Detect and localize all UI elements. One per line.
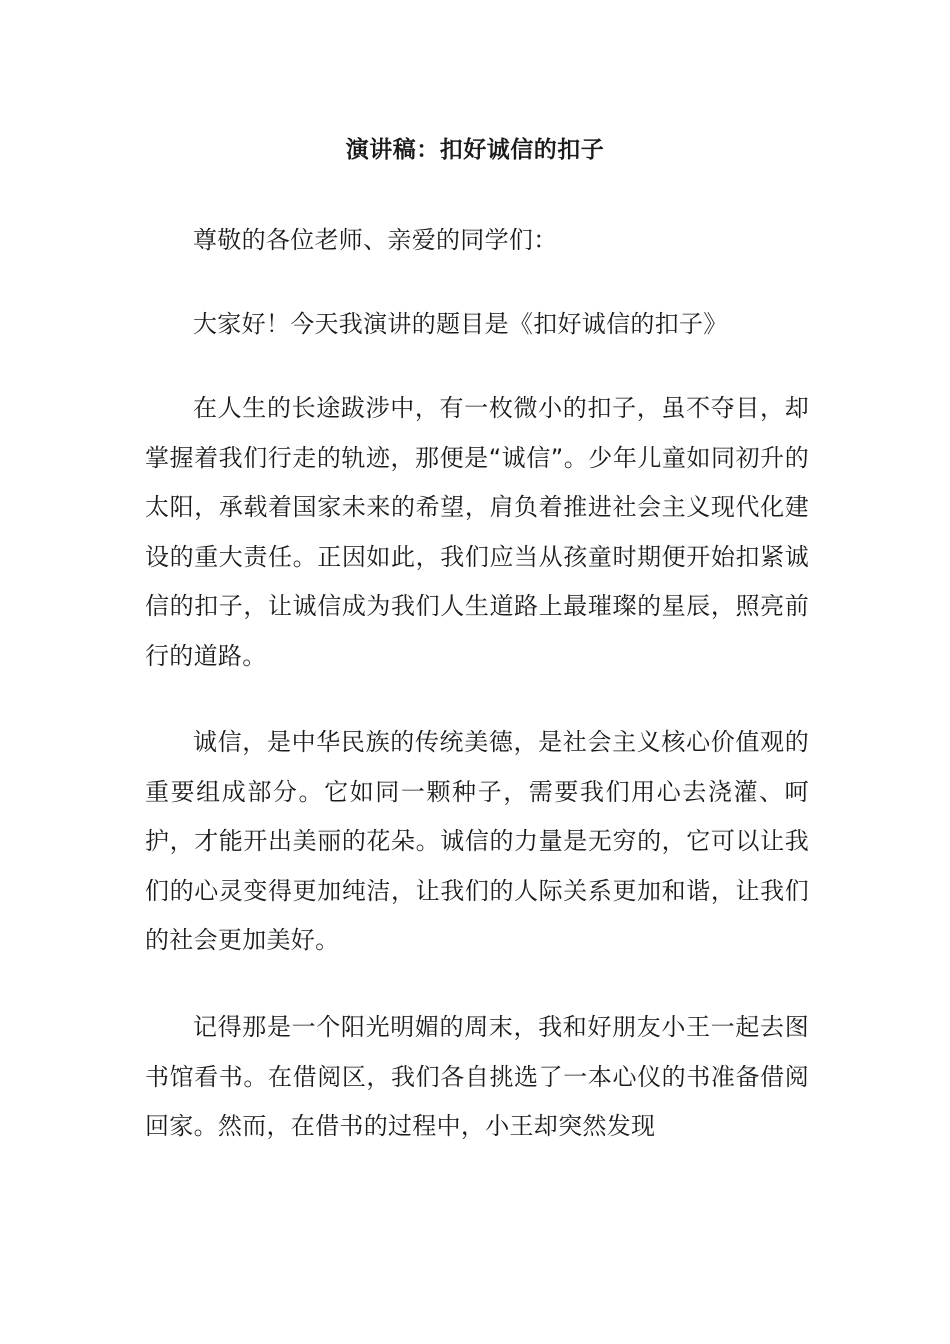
- opening-line: 大家好！今天我演讲的题目是《扣好诚信的扣子》: [193, 310, 728, 338]
- paragraph-3: 记得那是一个阳光明媚的周末，我和好朋友小王一起去图书馆看书。在借阅区，我们各自挑选了一本心仪的书准备借阅回家。然而，在借书的过程中，小王却突然发现: [145, 1013, 809, 1141]
- paragraph-2: 诚信，是中华民族的传统美德，是社会主义核心价值观的重要组成部分。它如同一颗种子，需要我们用心去浇灌、呵护，才能开出美丽的花朵。诚信的力量是无穷的，它可以让我们的心灵变得更加纯洁，让我们的人际关系更加和谐，让我们的社会更加美好。: [145, 728, 809, 955]
- paragraph-1: 在人生的长途跋涉中，有一枚微小的扣子，虽不夺目，却掌握着我们行走的轨迹，那便是“诚信”。少年儿童如同初升的太阳，承载着国家未来的希望，肩负着推进社会主义现代化建设的重大责任。正因如此，我们应当从孩童时期便开始扣紧诚信的扣子，让诚信成为我们人生道路上最璀璨的星辰，照亮前行的道路。: [145, 394, 809, 670]
- greeting-line: 尊敬的各位老师、亲爱的同学们：: [193, 226, 558, 254]
- document-title: 演讲稿：扣好诚信的扣子: [345, 137, 605, 163]
